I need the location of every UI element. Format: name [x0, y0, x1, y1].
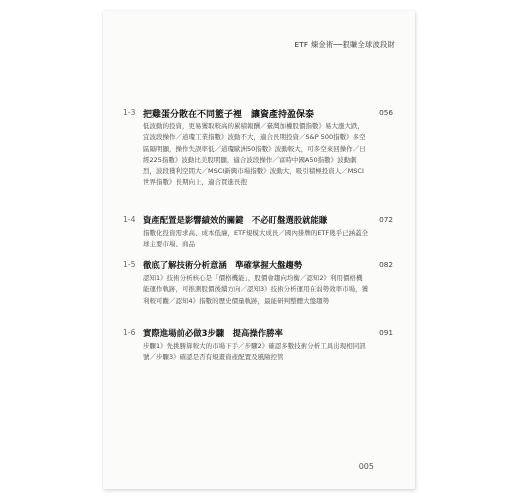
toc-entry-header: [123, 107, 395, 120]
page-number: 091: [379, 328, 393, 337]
section-title: 實際進場前必做3步驟 提高操作勝率: [143, 328, 283, 338]
section-title: 資產配置是影響績效的關鍵 不必盯盤選股就能賺: [143, 215, 328, 225]
page-number: 072: [379, 215, 393, 224]
book-page: [103, 11, 415, 489]
section-title: 把雞蛋分散在不同籃子裡 讓資產持盈保泰: [143, 110, 315, 120]
toc-entry-header: [123, 214, 395, 227]
section-number: 1-4: [123, 215, 136, 224]
page-number: 082: [379, 260, 393, 269]
section-description: 步驟1》先挑勝算較大的市場下手／步驟2》確認多數技術分析工具出現相同訊號／步驟3》確認是否有規畫資產配置及風險控管: [143, 342, 366, 362]
toc-entry: [123, 327, 395, 364]
section-description: 認知1》技術分析核心是「價格機能」，股價會趨向均衡／認知2》利用價格機能運作軌跡，可推測股價後續方向／認知3》技術分析運用在弱勢效率市場，獲利較可觀／認知4》指數的歷史價量軌跡，最能研判整體大盤趨勢: [143, 274, 369, 305]
folio-page-number: 005: [358, 462, 374, 471]
toc-entry: [123, 214, 395, 251]
section-number: 1-3: [123, 108, 136, 117]
page-number: 056: [379, 108, 393, 117]
section-number: 1-5: [123, 260, 136, 269]
section-description: 指數化投資需求高、成本低廉，ETF規模大成長／國內掛牌的ETF幾乎已涵蓋全球主要市場、商品: [143, 229, 369, 249]
section-description: 低波動的投資，更易獲取較高的累積報酬／臺灣加權股價指數》易大漲大跌，宜波段操作／道瓊工業指數》波動不大，適合長期投資／S&P 500指數》多空區隔明顯，操作失誤率低／道瓊歐洲50指數》波動較大，可多空來回操作／日經225指數》波動比美股明顯，適合波段操作／富時中國A50指數》波動劇烈，波段獲利空間大／MSCI新興市場指數》波動大，吸引積極投資人／MSCI世界指數》長期向上，適合買進長抱: [143, 122, 366, 187]
section-number: 1-6: [123, 328, 136, 337]
toc-entry-header: [123, 259, 395, 272]
section-title: 徹底了解技術分析意涵 準確掌握大盤趨勢: [143, 260, 303, 270]
toc-entry: [123, 259, 395, 307]
toc-entry-header: [123, 327, 395, 340]
running-head: ETF 煉金術──狠賺全球波段財: [294, 40, 395, 49]
toc-entry: [123, 107, 395, 189]
